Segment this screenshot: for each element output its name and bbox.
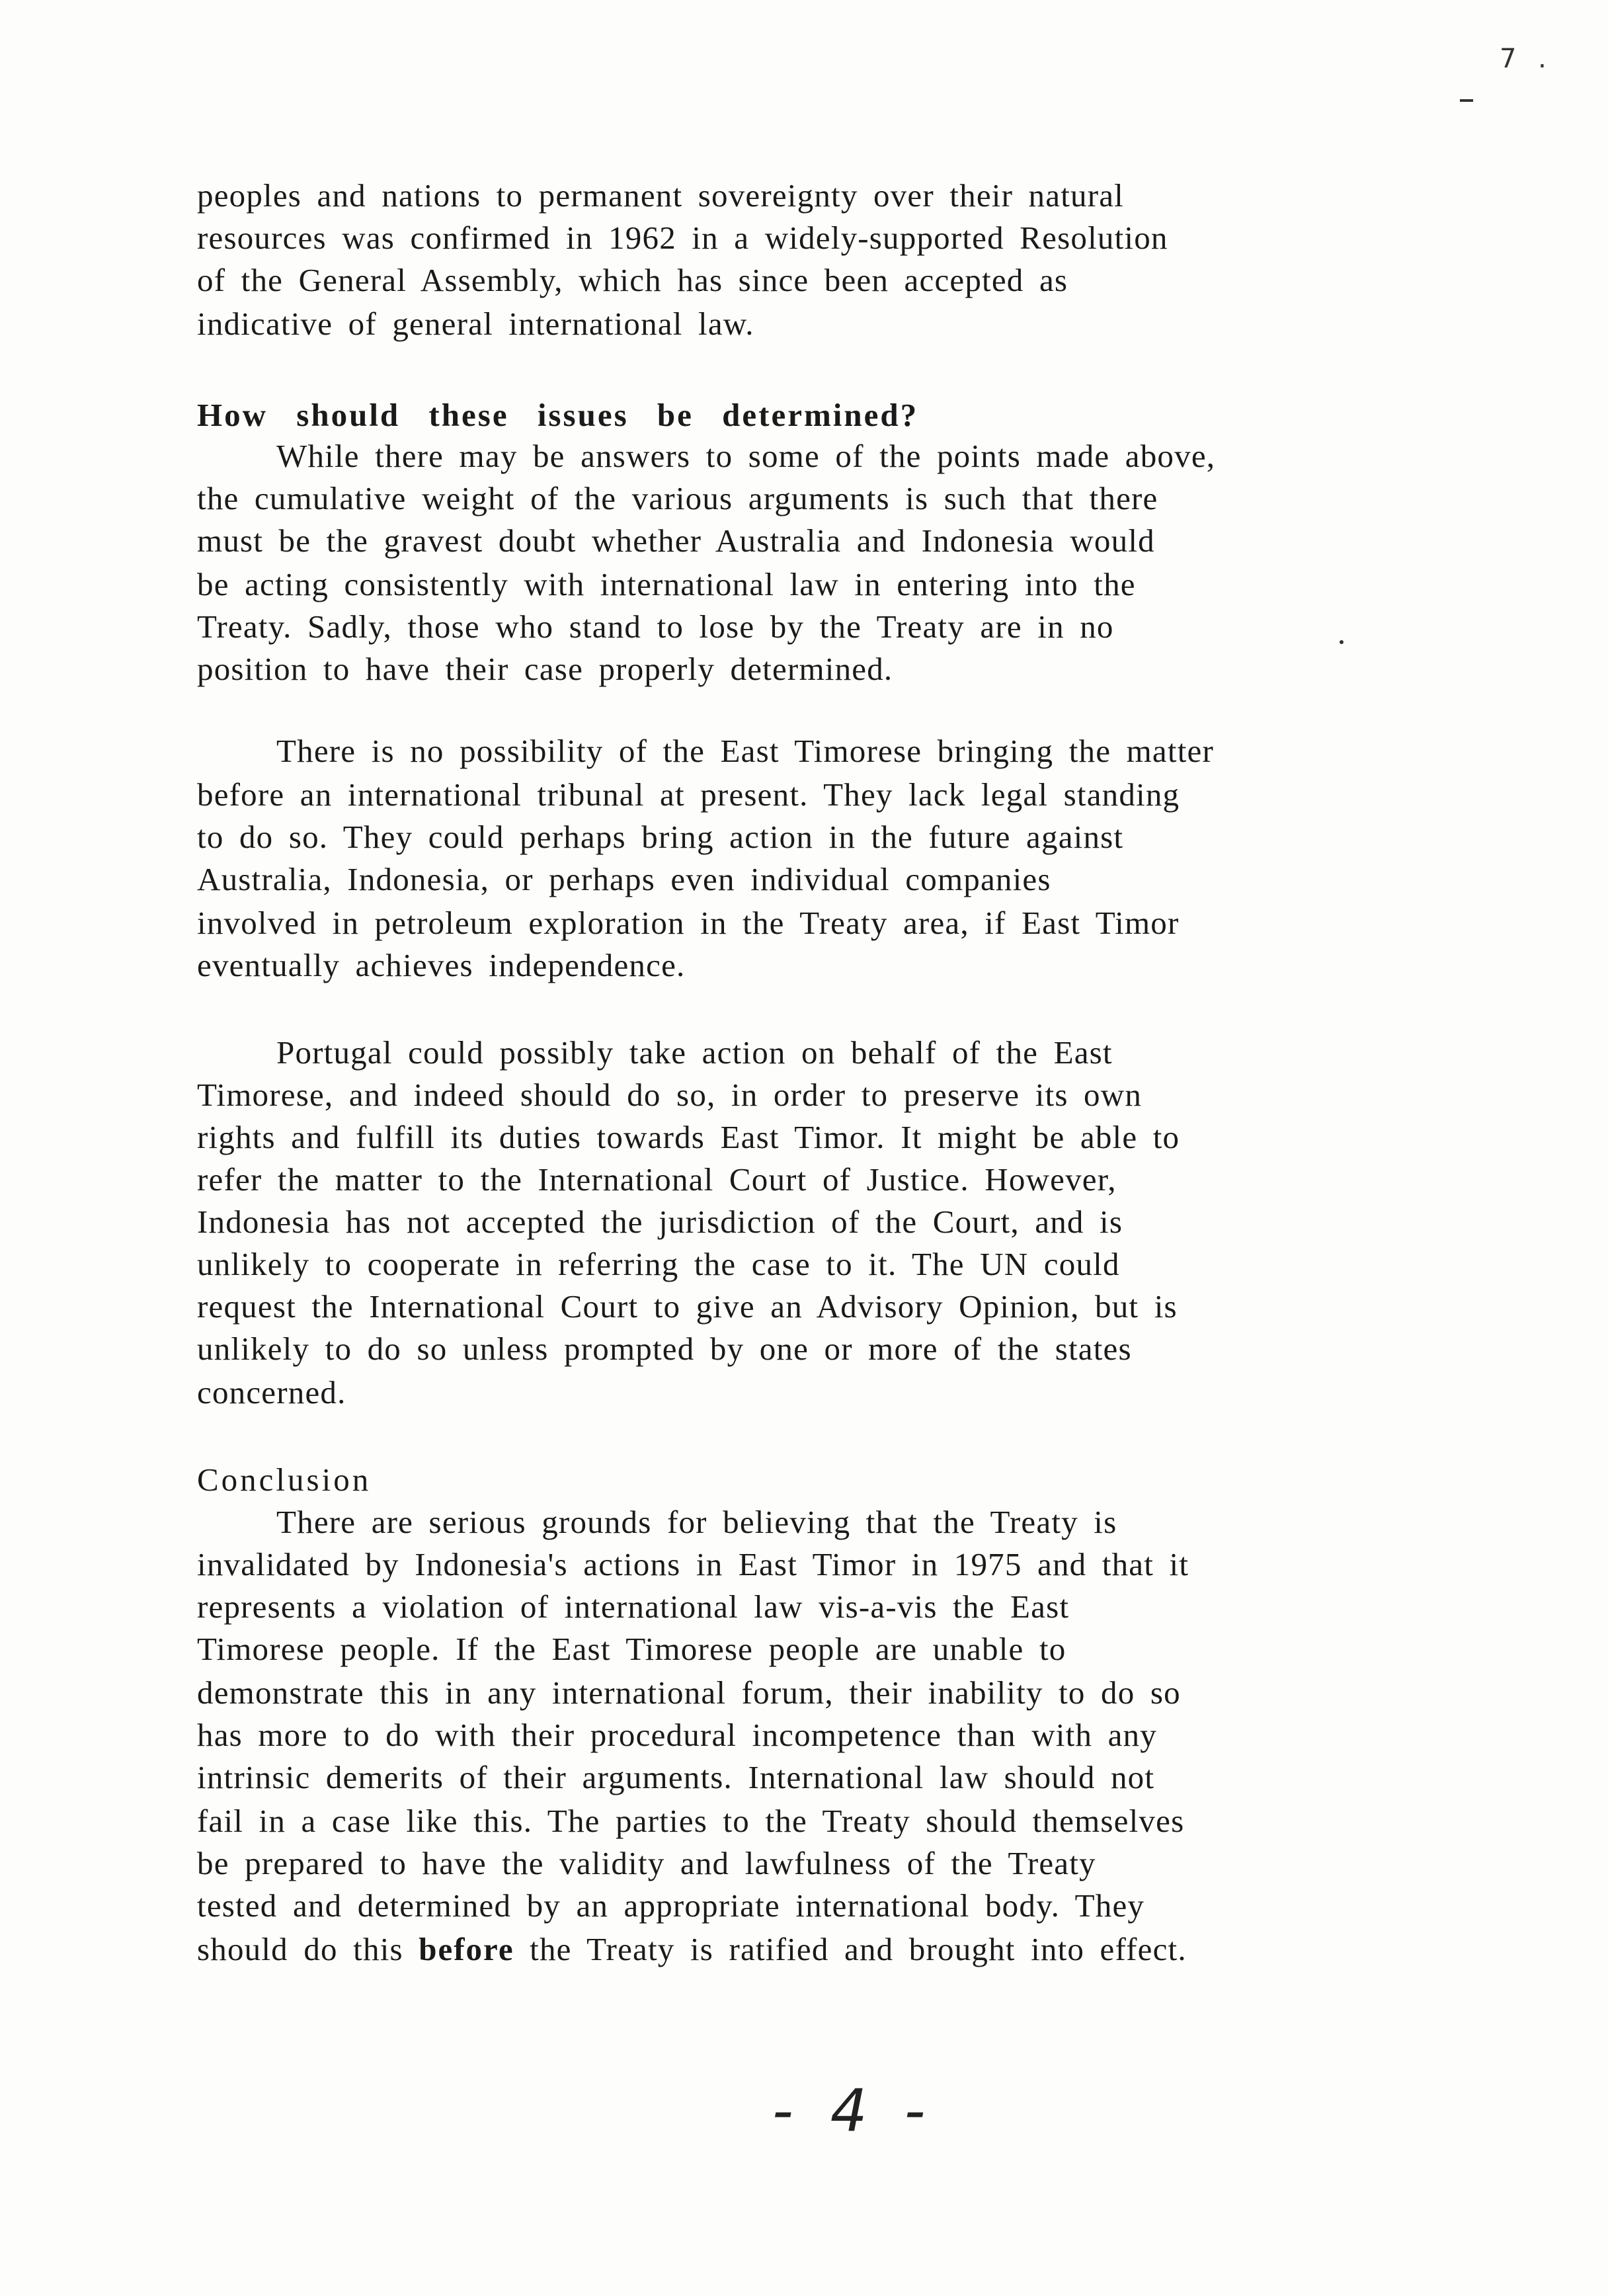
page-number: - 4 -: [772, 2076, 935, 2145]
paragraph-line: before an international tribunal at present. They lack legal standing: [197, 776, 1180, 813]
paragraph-line: unlikely to cooperate in referring the case to it. The UN could: [197, 1246, 1120, 1282]
last-line-start: should do this: [197, 1931, 403, 1967]
paragraph-line-last: [197, 1930, 1187, 1969]
paragraph-line: rights and fulfill its duties towards East Timor. It might be able to: [197, 1119, 1180, 1155]
section-heading: How should these issues be determined?: [197, 397, 919, 433]
paragraph-line: Australia, Indonesia, or perhaps even individual companies: [197, 861, 1051, 897]
scan-speck: [1340, 640, 1344, 644]
paragraph-line: fail in a case like this. The parties to the Treaty should themselves: [197, 1803, 1185, 1839]
paragraph-line: to do so. They could perhaps bring action in the future against: [197, 819, 1124, 855]
paragraph-line: of the General Assembly, which has since been accepted as: [197, 262, 1068, 298]
paragraph-line: resources was confirmed in 1962 in a widely-supported Resolution: [197, 220, 1168, 256]
paragraph-line: refer the matter to the International Court of Justice. However,: [197, 1161, 1117, 1198]
paragraph-line: indicative of general international law.: [197, 306, 754, 342]
paragraph-line: request the International Court to give an Advisory Opinion, but is: [197, 1288, 1178, 1325]
paragraph-line: tested and determined by an appropriate international body. They: [197, 1887, 1145, 1924]
paragraph-line: While there may be answers to some of the points made above,: [276, 438, 1216, 474]
paragraph-line: be acting consistently with international law in entering into the: [197, 566, 1136, 602]
paragraph-line: concerned.: [197, 1374, 346, 1411]
paragraph-line: Portugal could possibly take action on behalf of the East: [276, 1034, 1113, 1071]
paragraph-line: There are serious grounds for believing that the Treaty is: [276, 1504, 1117, 1540]
paragraph-line: peoples and nations to permanent sovereignty over their natural: [197, 177, 1124, 214]
paragraph-line: must be the gravest doubt whether Australia and Indonesia would: [197, 522, 1155, 559]
paragraph-line: Timorese people. If the East Timorese people are unable to: [197, 1631, 1066, 1667]
paragraph-line: invalidated by Indonesia's actions in East Timor in 1975 and that it: [197, 1546, 1189, 1582]
paragraph-line: There is no possibility of the East Timorese bringing the matter: [276, 733, 1214, 769]
paragraph-line: unlikely to do so unless prompted by one or more of the states: [197, 1331, 1132, 1367]
scan-speck: [1460, 99, 1473, 102]
section-heading: Conclusion: [197, 1461, 372, 1498]
paragraph-line: demonstrate this in any international forum, their inability to do so: [197, 1674, 1181, 1711]
corner-mark: 7 .: [1500, 44, 1553, 74]
paragraph-line: eventually achieves independence.: [197, 947, 686, 983]
paragraph-line: Treaty. Sadly, those who stand to lose by the Treaty are in no: [197, 608, 1114, 645]
emphasized-word: before: [419, 1931, 514, 1967]
paragraph-line: has more to do with their procedural incompetence than with any: [197, 1717, 1157, 1753]
paragraph-line: Indonesia has not accepted the jurisdiction of the Court, and is: [197, 1204, 1123, 1240]
paragraph-line: involved in petroleum exploration in the Treaty area, if East Timor: [197, 905, 1180, 941]
paragraph-line: be prepared to have the validity and lawfulness of the Treaty: [197, 1845, 1096, 1881]
paragraph-line: the cumulative weight of the various arguments is such that there: [197, 480, 1158, 516]
paragraph-line: represents a violation of international law vis-a-vis the East: [197, 1588, 1070, 1625]
last-line-end: the Treaty is ratified and brought into effect.: [530, 1931, 1187, 1967]
paragraph-line: position to have their case properly determined.: [197, 651, 893, 687]
paragraph-line: intrinsic demerits of their arguments. International law should not: [197, 1759, 1155, 1795]
paragraph-line: Timorese, and indeed should do so, in order to preserve its own: [197, 1077, 1143, 1113]
